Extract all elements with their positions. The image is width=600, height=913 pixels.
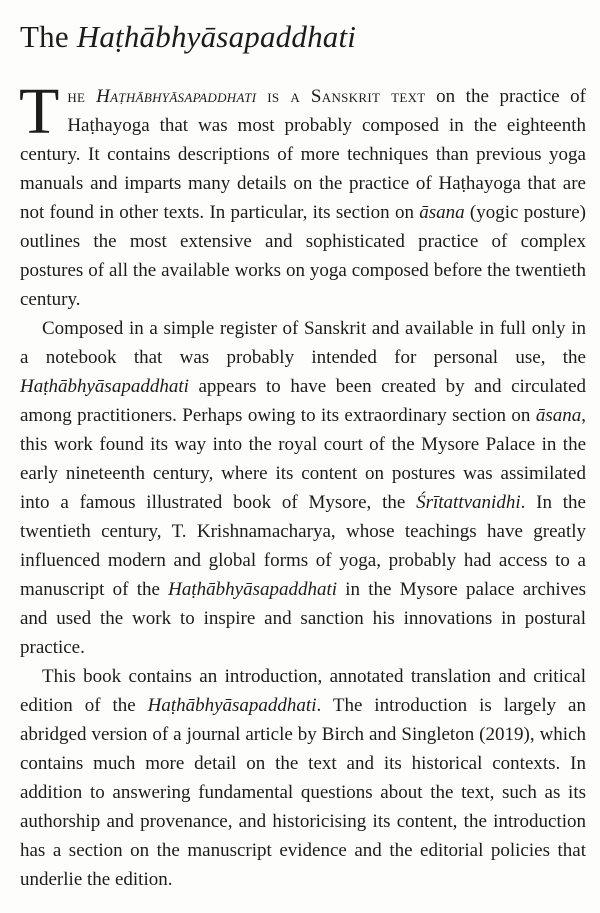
text-run: , this work found its way into the royal court of the Mysore Palace in the early nineteenth century, where its content on postures was assimilated into a famous illustrated book of Mysore, the [20,405,586,513]
italic-text-run: Haṭhābhyāsapaddhati [147,695,317,716]
paragraph [20,314,586,662]
text-run: . In the twentieth century, T. Krishnamacharya, whose teachings have greatly influenced modern and global forms of yoga, probably had access to a manuscript of the [20,492,586,600]
small-caps-run: he [67,86,97,107]
italic-text-run: Śrītattvanidhi [416,492,521,513]
text-run: Composed in a simple register of Sanskrit and available in full only in a notebook that was probably intended for personal use, the [20,318,586,368]
page [20,18,586,894]
text-run: on the practice of Haṭhayoga that was most probably composed in the eighteenth century. It contains descriptions of more techniques than previous yoga manuals and imparts many details on the practice of Haṭhayoga that are not found in other texts. In particular, its section on [20,86,587,223]
italic-text-run: Haṭhābhyāsapaddhati [20,376,189,397]
title-italic: Haṭhābhyāsapaddhati [76,19,357,54]
drop-cap: T [19,75,60,148]
italic-text-run: Haṭhābhyāsapaddhati [168,579,338,600]
title-prefix: The [20,19,77,54]
text-run: in the Mysore palace archives and used the work to inspire and sanction his innovations in postural practice. [20,579,586,658]
body-text [19,75,587,894]
small-caps-run: is a [256,86,311,107]
small-caps-run: Sanskrit text [310,86,426,107]
text-run: (yogic posture) outlines the most extensive and sophisticated practice of complex postures of all the available works on yoga composed before the twentieth century. [20,202,586,310]
page-title [20,18,586,56]
paragraph [20,662,586,894]
text-run: This book contains an introduction, annotated translation and critical edition of the [20,666,586,716]
italic-text-run: āsana [535,405,582,426]
italic-text-run: āsana [419,202,465,223]
paragraph [19,75,587,314]
text-run: . The introduction is largely an abridged version of a journal article by Birch and Singleton (2019), which contains much more detail on the text and its historical contexts. In addition to answering fundamental questions about the text, such as its authorship and provenance, and historicising its content, the introduction has a section on the manuscript evidence and the editorial policies that underlie the edition. [20,695,586,890]
italic-text-run: Haṭhābhyāsapaddhati [96,86,257,107]
text-run: appears to have been created by and circulated among practitioners. Perhaps owing to its extraordinary section on [20,376,586,426]
